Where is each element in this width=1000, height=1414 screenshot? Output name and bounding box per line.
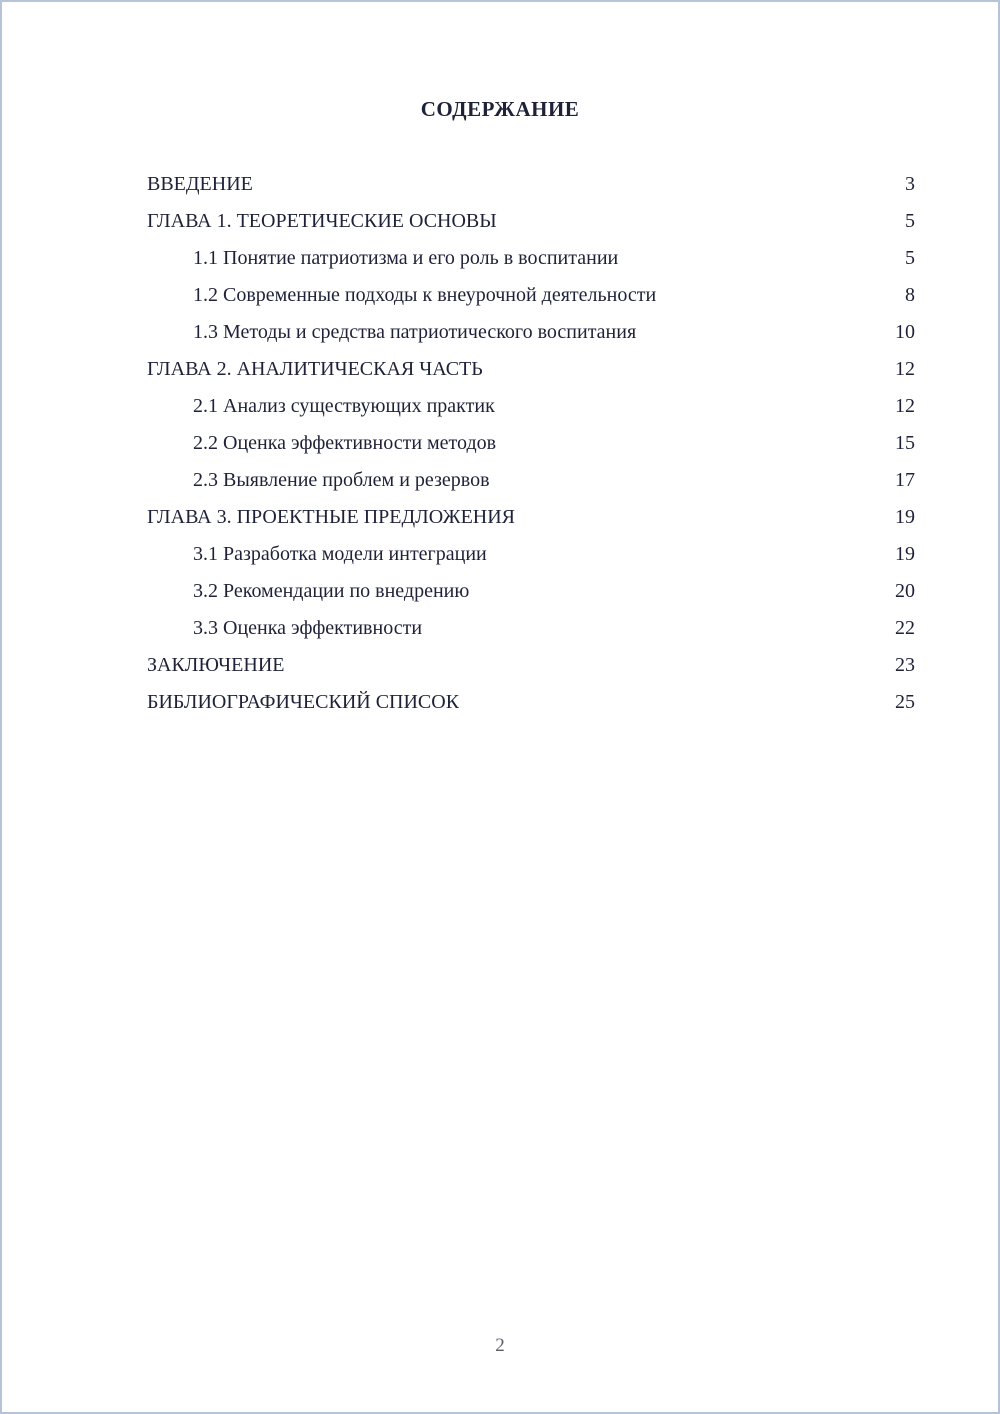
toc-entry-label: 1.3 Методы и средства патриотического воспитания	[193, 321, 637, 343]
toc-entry-label: 2.2 Оценка эффективности методов	[193, 432, 497, 454]
toc-entry-label: 3.2 Рекомендации по внедрению	[193, 580, 470, 602]
toc-entry-page: 17	[895, 469, 915, 491]
toc-entry	[147, 166, 915, 203]
toc-entry-page: 12	[895, 395, 915, 417]
toc-entry-page: 23	[895, 654, 915, 676]
toc-entry	[147, 203, 915, 240]
page-title: СОДЕРЖАНИЕ	[420, 97, 580, 121]
toc-entry-page: 5	[905, 210, 915, 232]
toc-entry	[147, 610, 915, 647]
toc-entry	[147, 388, 915, 425]
toc-entry-page: 19	[895, 543, 915, 565]
document-page	[2, 2, 998, 1412]
table-of-contents	[147, 166, 915, 721]
toc-entry	[147, 684, 915, 721]
toc-entry	[147, 499, 915, 536]
toc-entry	[147, 573, 915, 610]
toc-entry-label: 2.3 Выявление проблем и резервов	[193, 469, 490, 491]
toc-entry-page: 20	[895, 580, 915, 602]
toc-entry-page: 10	[895, 321, 915, 343]
toc-entry	[147, 425, 915, 462]
toc-entry-label: ГЛАВА 1. ТЕОРЕТИЧЕСКИЕ ОСНОВЫ	[147, 210, 497, 232]
toc-entry-label: 1.2 Современные подходы к внеурочной деятельности	[193, 284, 657, 306]
toc-entry-page: 5	[905, 247, 915, 269]
toc-entry	[147, 240, 915, 277]
toc-entry-label: 3.1 Разработка модели интеграции	[193, 543, 487, 565]
toc-entry	[147, 314, 915, 351]
toc-entry-page: 8	[905, 284, 915, 306]
toc-entry-label: 2.1 Анализ существующих практик	[193, 395, 495, 417]
toc-entry-label: ГЛАВА 2. АНАЛИТИЧЕСКАЯ ЧАСТЬ	[147, 358, 483, 380]
toc-entry-label: БИБЛИОГРАФИЧЕСКИЙ СПИСОК	[147, 691, 460, 713]
toc-entry-label: 3.3 Оценка эффективности	[193, 617, 423, 639]
toc-entry-label: ВВЕДЕНИЕ	[147, 173, 253, 195]
toc-entry	[147, 647, 915, 684]
toc-entry-label: ЗАКЛЮЧЕНИЕ	[147, 654, 285, 676]
toc-entry	[147, 462, 915, 499]
toc-entry-page: 25	[895, 691, 915, 713]
toc-entry-page: 15	[895, 432, 915, 454]
toc-entry-label: ГЛАВА 3. ПРОЕКТНЫЕ ПРЕДЛОЖЕНИЯ	[147, 506, 516, 528]
page-number: 2	[495, 1335, 505, 1356]
toc-entry	[147, 351, 915, 388]
toc-entry	[147, 277, 915, 314]
toc-entry-page: 3	[905, 173, 915, 195]
toc-entry-page: 12	[895, 358, 915, 380]
toc-entry	[147, 536, 915, 573]
toc-entry-page: 19	[895, 506, 915, 528]
toc-entry-page: 22	[895, 617, 915, 639]
toc-entry-label: 1.1 Понятие патриотизма и его роль в воспитании	[193, 247, 619, 269]
